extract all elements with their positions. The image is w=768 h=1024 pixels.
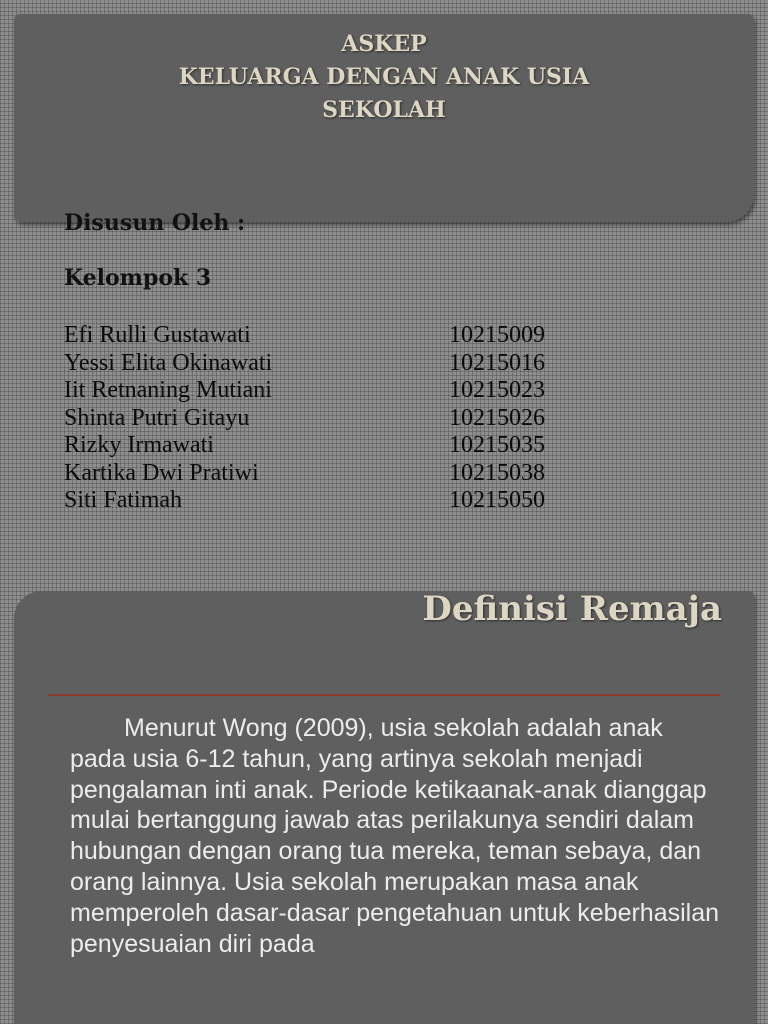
title-line-2: KELUARGA DENGAN ANAK USIA bbox=[178, 64, 590, 90]
member-row bbox=[64, 405, 624, 433]
member-name: Rizky Irmawati bbox=[64, 432, 214, 458]
member-row bbox=[64, 322, 624, 350]
member-list bbox=[64, 322, 624, 515]
slide-2 bbox=[0, 585, 768, 1024]
group-label: Kelompok 3 bbox=[64, 265, 212, 291]
member-name: Efi Rulli Gustawati bbox=[64, 322, 251, 348]
member-id: 10215026 bbox=[449, 404, 545, 431]
member-row bbox=[64, 487, 624, 515]
authored-by-label: Disusun Oleh : bbox=[64, 210, 246, 236]
title-divider bbox=[48, 694, 720, 696]
member-id: 10215038 bbox=[449, 459, 545, 486]
member-id: 10215016 bbox=[449, 349, 545, 376]
member-row bbox=[64, 377, 624, 405]
member-id: 10215050 bbox=[449, 487, 545, 513]
member-row bbox=[64, 350, 624, 378]
member-id: 10215009 bbox=[449, 322, 545, 348]
member-name: Kartika Dwi Pratiwi bbox=[64, 459, 259, 486]
member-id: 10215035 bbox=[449, 432, 545, 458]
title-line-3: SEKOLAH bbox=[322, 97, 446, 123]
member-name: Shinta Putri Gitayu bbox=[64, 404, 250, 431]
slide-1-title bbox=[14, 28, 754, 127]
title-line-1: ASKEP bbox=[341, 31, 427, 57]
definition-paragraph: Menurut Wong (2009), usia sekolah adalah anak pada usia 6-12 tahun, yang artinya sekolah menjadi pengalaman inti anak. Periode ketikaanak-anak dianggap mulai bertanggung jawab atas perilakunya sendiri dalam hubungan dengan orang tua mereka, teman sebaya, dan orang lainnya. Usia sekolah merupakan masa anak memperoleh dasar-dasar pengetahuan untuk keberhasilan penyesuaian diri pada bbox=[70, 714, 720, 958]
member-name: Yessi Elita Okinawati bbox=[64, 349, 273, 376]
member-id: 10215023 bbox=[449, 377, 545, 403]
member-row bbox=[64, 432, 624, 460]
member-row bbox=[64, 460, 624, 488]
member-name: Siti Fatimah bbox=[64, 487, 183, 513]
member-name: Iit Retnaning Mutiani bbox=[64, 377, 272, 403]
slide-2-title: Definisi Remaja bbox=[422, 589, 722, 629]
